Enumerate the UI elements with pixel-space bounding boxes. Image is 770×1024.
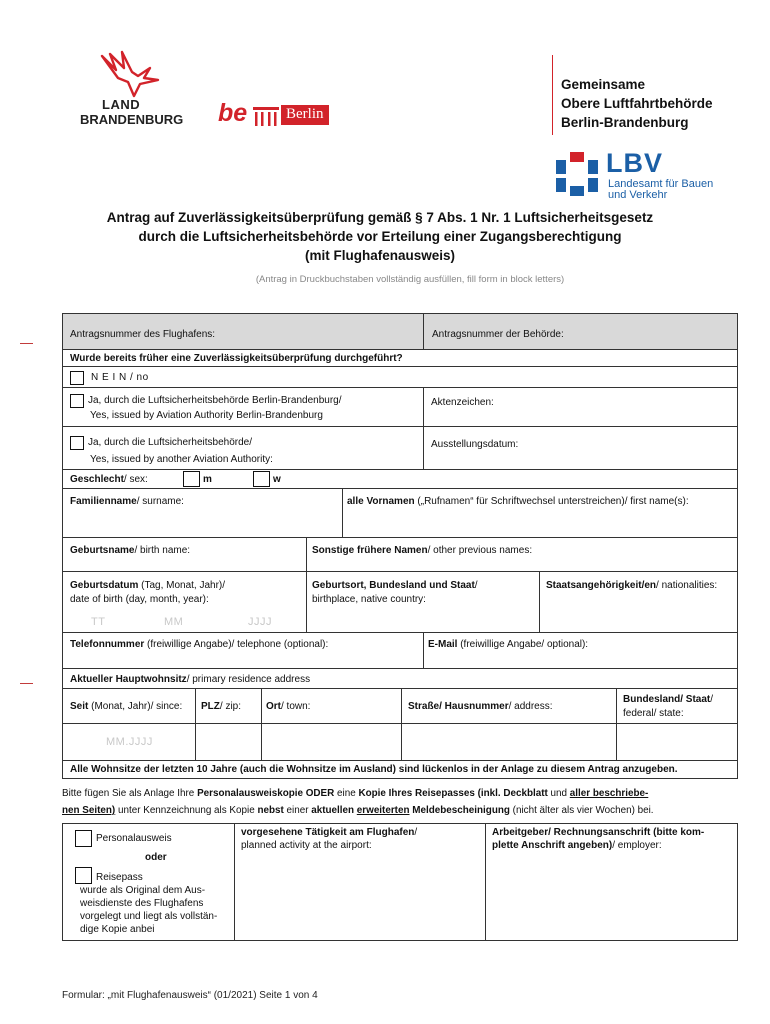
street-label [408, 700, 553, 713]
gender-label-rest: / sex: [123, 474, 148, 485]
since-label-bold: Seit [70, 701, 89, 712]
gender-w-label: w [273, 474, 281, 485]
berlin-word-box: Berlin [281, 105, 329, 125]
employer-label-rest: / employer: [612, 840, 662, 851]
employer-label-line2 [492, 839, 662, 852]
email-label-rest: (freiwillige Angabe/ optional): [457, 639, 589, 650]
original-note-line1: wurde als Original dem Aus- [80, 885, 206, 896]
town-input[interactable] [261, 723, 402, 761]
employer-label-line1: Arbeitgeber/ Rechnungsanschrift (bitte kom- [492, 827, 705, 838]
planned-activity-label-rest: / [414, 827, 418, 838]
dob-label-en: date of birth (day, month, year): [70, 594, 209, 605]
lbv-name-line2: und Verkehr [608, 189, 668, 201]
attach-b1: Personalausweiskopie ODER [197, 788, 335, 799]
birth-name-label-rest: / birth name: [134, 545, 191, 556]
other-names-field[interactable] [306, 537, 738, 572]
town-label-rest: / town: [281, 701, 311, 712]
planned-activity-label-en: planned activity at the airport: [241, 840, 372, 851]
phone-label [70, 638, 328, 651]
attach-p2: eine [334, 788, 359, 799]
street-header [401, 688, 617, 724]
eagle-icon [98, 50, 168, 100]
yes-bb-label-en: Yes, issued by Aviation Authority Berlin-Brandenburg [90, 410, 323, 421]
dob-month-placeholder: MM [164, 616, 184, 628]
town-header [261, 688, 402, 724]
zip-label-bold: PLZ [201, 701, 220, 712]
employer-field[interactable] [485, 823, 738, 941]
birth-name-label-bold: Geburtsname [70, 545, 135, 556]
lbv-emblem-icon [556, 152, 598, 196]
town-label [266, 700, 310, 713]
gender-label-bold: Geschlecht [70, 474, 124, 485]
gender-m-label: m [203, 474, 212, 485]
first-names-label-bold: alle Vornamen [347, 496, 415, 507]
since-label [70, 700, 182, 713]
state-label-rest: / [710, 694, 714, 705]
other-names-label [312, 544, 532, 557]
birth-name-field[interactable] [62, 537, 307, 572]
since-input[interactable] [62, 723, 196, 761]
zip-header [195, 688, 262, 724]
airport-application-number-label: Antragsnummer des Flughafens: [70, 329, 216, 340]
attach-b2: Kopie Ihres Reisepasses [358, 788, 475, 799]
berlin-be-text: be [218, 99, 248, 127]
attach-p5: einer [283, 805, 312, 816]
phone-label-bold: Telefonnummer [70, 639, 145, 650]
residence-header [70, 673, 310, 686]
state-header [616, 688, 738, 724]
authority-application-number-field[interactable] [423, 313, 738, 350]
id-card-checkbox[interactable] [75, 830, 92, 847]
nationality-field[interactable] [539, 571, 738, 633]
berlin-logo [218, 101, 348, 131]
first-names-label [347, 495, 689, 508]
brandenburg-gate-icon [253, 105, 279, 127]
phone-field[interactable] [62, 632, 424, 669]
gender-label [70, 473, 148, 486]
attach-b3: (inkl. Deckblatt [474, 788, 548, 799]
street-label-rest: / address: [508, 701, 553, 712]
surname-label-rest: / surname: [136, 496, 184, 507]
no-option-row[interactable] [62, 366, 738, 388]
attach-b7: aktuellen [311, 805, 357, 816]
dob-year-placeholder: JJJJ [248, 616, 272, 628]
yes-other-checkbox[interactable] [70, 436, 84, 450]
email-field[interactable] [423, 632, 738, 669]
residences-note-row [62, 760, 738, 779]
yes-bb-row[interactable] [62, 387, 424, 427]
attach-p6: (nicht älter als vier Wochen) bei. [509, 805, 654, 816]
authority-name [561, 75, 713, 132]
yes-other-row[interactable] [62, 426, 424, 470]
margin-mark [20, 343, 33, 344]
or-label: oder [145, 852, 167, 863]
nationality-label-bold: Staatsangehörigkeit/en [546, 580, 657, 591]
residence-header-row [62, 668, 738, 689]
birth-name-label [70, 544, 190, 557]
other-names-label-bold: Sonstige frühere Namen [312, 545, 428, 556]
issue-date-label: Ausstellungsdatum: [431, 439, 519, 450]
lbv-name-line1: Landesamt für Bauen [608, 178, 714, 190]
surname-label-bold: Familienname [70, 496, 137, 507]
yes-other-label-de: Ja, durch die Luftsicherheitsbehörde/ [88, 437, 252, 448]
zip-input[interactable] [195, 723, 262, 761]
attach-b6: nebst [257, 805, 284, 816]
margin-mark [20, 683, 33, 684]
attach-p1: Bitte fügen Sie als Anlage Ihre [62, 788, 198, 799]
dob-label-bold: Geburtsdatum [70, 580, 139, 591]
gender-w-checkbox[interactable] [253, 471, 270, 487]
birthplace-label-bold: Geburtsort, Bundesland und Staat [312, 580, 475, 591]
town-label-bold: Ort [266, 701, 281, 712]
date-of-birth-field[interactable] [62, 571, 307, 633]
residence-header-bold: Aktueller Hauptwohnsitz [70, 674, 187, 685]
title-line1: Antrag auf Zuverlässigkeitsüberprüfung gemäß § 7 Abs. 1 Nr. 1 Luftsicherheitsgesetz [106, 210, 654, 225]
file-number-label: Aktenzeichen: [431, 397, 494, 408]
since-placeholder: MM.JJJJ [106, 736, 153, 748]
attach-b8: erweiterten [356, 805, 410, 816]
original-note [80, 884, 232, 936]
brandenburg-line1: LAND [102, 97, 141, 112]
nationality-label-rest: / nationalities: [656, 580, 718, 591]
no-checkbox[interactable] [70, 371, 84, 385]
state-input[interactable] [616, 723, 738, 761]
authority-application-number-label: Antragsnummer der Behörde: [432, 329, 564, 340]
gender-m-checkbox[interactable] [183, 471, 200, 487]
yes-bb-label-de: Ja, durch die Luftsicherheitsbehörde Berlin-Brandenburg/ [88, 395, 342, 406]
brandenburg-line2: BRANDENBURG [80, 112, 184, 127]
first-names-label-rest: („Rufnamen“ für Schriftwechsel unterstreichen)/ first name(s): [414, 496, 689, 507]
attach-b4: aller beschriebe- [569, 788, 649, 799]
birthplace-label [312, 579, 478, 592]
authority-line2: Obere Luftfahrtbehörde [561, 96, 713, 111]
employer-label-bold: plette Anschrift angeben) [492, 840, 613, 851]
yes-bb-checkbox[interactable] [70, 394, 84, 408]
street-label-bold: Straße/ Hausnummer [408, 701, 509, 712]
first-names-field[interactable] [342, 488, 738, 538]
surname-label [70, 495, 184, 508]
yes-other-label-en: Yes, issued by another Aviation Authority: [90, 454, 273, 465]
dob-day-placeholder: TT [91, 616, 106, 628]
lbv-logo [556, 148, 736, 201]
title-line2: durch die Luftsicherheitsbehörde vor Erteilung einer Zugangsberechtigung [138, 229, 622, 244]
no-option-label: N E I N / no [91, 372, 149, 383]
phone-label-rest: (freiwillige Angabe)/ telephone (optional): [144, 639, 329, 650]
other-names-label-rest: / other previous names: [427, 545, 533, 556]
attach-p3: und [547, 788, 570, 799]
original-note-line3: vorgelegt und liegt als vollstän- [80, 911, 218, 922]
street-input[interactable] [401, 723, 617, 761]
brandenburg-logo [80, 50, 190, 130]
birthplace-label-en: birthplace, native country: [312, 594, 426, 605]
birthplace-field[interactable] [306, 571, 540, 633]
attach-b5: nen Seiten) [62, 805, 116, 816]
since-header [62, 688, 196, 724]
attach-b9: Meldebescheinigung [409, 805, 510, 816]
page-footer: Formular: „mit Flughafenausweis“ (01/2021) Seite 1 von 4 [62, 990, 318, 1001]
lbv-abbreviation: LBV [606, 148, 663, 178]
since-label-rest: (Monat, Jahr)/ since: [88, 701, 183, 712]
original-note-line4: dige Kopie anbei [80, 924, 155, 935]
passport-checkbox[interactable] [75, 867, 92, 884]
dob-label-rest: (Tag, Monat, Jahr)/ [138, 580, 226, 591]
residences-note: Alle Wohnsitze der letzten 10 Jahre (auch die Wohnsitze im Ausland) sind lückenlos in der Anlage zu diesem Antrag anzugeben. [70, 764, 678, 775]
issue-date-field[interactable] [423, 426, 738, 470]
email-label-bold: E-Mail [428, 639, 458, 650]
state-label [623, 693, 713, 706]
id-card-label: Personalausweis [96, 833, 172, 844]
dob-label [70, 579, 225, 592]
planned-activity-label-bold: vorgesehene Tätigkeit am Flughafen [241, 827, 415, 838]
planned-activity-label [241, 826, 417, 839]
prior-check-question: Wurde bereits früher eine Zuverlässigkeitsüberprüfung durchgeführt? [70, 353, 403, 364]
surname-field[interactable] [62, 488, 343, 538]
airport-application-number-field[interactable] [62, 313, 424, 350]
form-title [30, 208, 730, 265]
state-label-en: federal/ state: [623, 708, 684, 719]
zip-label-rest: / zip: [219, 701, 242, 712]
title-line3: (mit Flughafenausweis) [304, 248, 456, 263]
id-document-cell [62, 823, 235, 941]
passport-label: Reisepass [96, 872, 143, 883]
residence-header-rest: / primary residence address [186, 674, 311, 685]
email-label [428, 638, 588, 651]
file-number-field[interactable] [423, 387, 738, 427]
original-note-line2: weisdienste des Flughafens [80, 898, 204, 909]
birthplace-label-rest: / [474, 580, 478, 591]
attachment-instructions [62, 785, 734, 819]
nationality-label [546, 579, 717, 592]
zip-label [201, 700, 241, 713]
prior-check-question-row [62, 349, 738, 367]
state-label-bold: Bundesland/ Staat [623, 694, 711, 705]
header-divider [552, 55, 553, 135]
gender-row [62, 469, 738, 489]
attach-p4: unter Kennzeichnung als Kopie [115, 805, 258, 816]
form-instruction: (Antrag in Druckbuchstaben vollständig ausfüllen, fill form in block letters) [255, 274, 565, 285]
planned-activity-field[interactable] [234, 823, 486, 941]
authority-line3: Berlin-Brandenburg [561, 115, 689, 130]
authority-line1: Gemeinsame [561, 77, 646, 92]
